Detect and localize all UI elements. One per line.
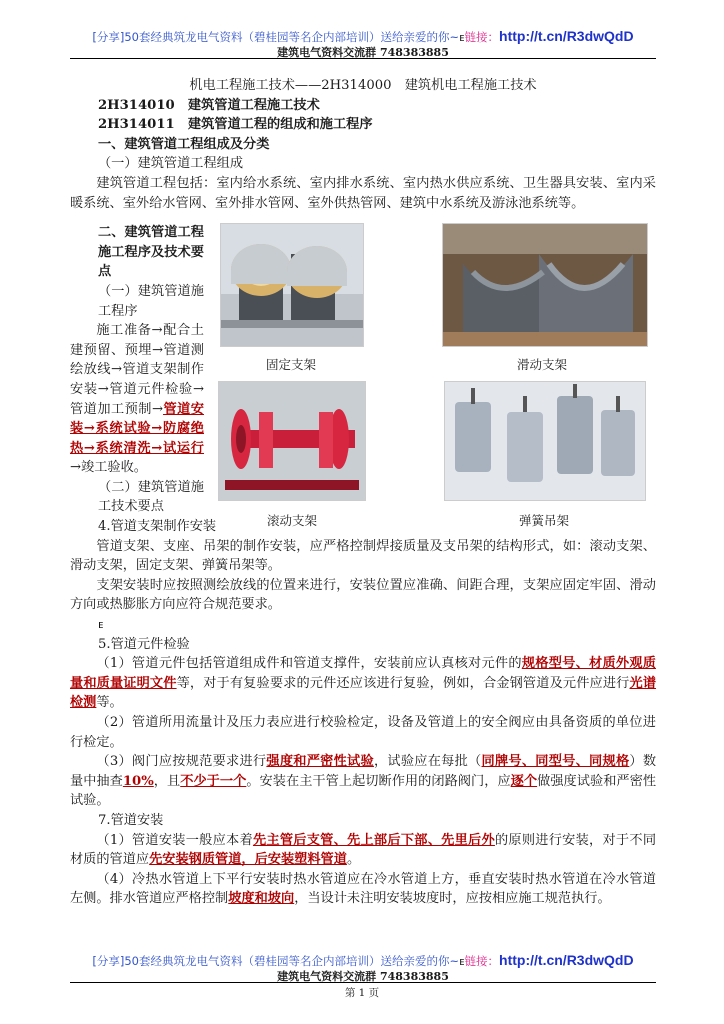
footer-group-text: 建筑电气资料交流群 748383885 — [277, 970, 449, 983]
rolling-support-image — [219, 382, 365, 500]
procedure-text-b: →竣工验收。 — [70, 460, 147, 476]
section-heading-2: 2H314011 建筑管道工程的组成和施工程序 — [98, 117, 373, 133]
item7-paragraph-1 — [70, 831, 656, 870]
item4-mark: ᴇ — [98, 618, 104, 632]
fixed-support-photo — [220, 223, 364, 347]
footer-share-text[interactable]: [分享]50套经典筑龙电气资料（碧桂园等名企内部培训）送给亲爱的你~ — [92, 954, 460, 968]
item5-p1-highlight-2: 光谱检测 — [70, 675, 657, 711]
item5-title: 5.管道元件检验 — [98, 636, 190, 652]
header-link-url[interactable]: http://t.cn/R3dwQdD — [499, 28, 634, 44]
section-heading-1: 2H314010 建筑管道工程施工技术 — [98, 97, 320, 113]
page-number: 第 1 页 — [344, 987, 380, 999]
footer-link-url[interactable]: http://t.cn/R3dwQdD — [499, 952, 634, 968]
item7-p1-text-c: 。 — [346, 852, 361, 868]
paragraph-composition: 建筑管道工程包括：室内给水系统、室内排水系统、室内热水供应系统、卫生器具安装、室内采暖系统、室外给水管网、室外排水管网、室外供热管网、建筑中水系统及游泳池系统等。 — [70, 175, 656, 211]
item5-p3-text-f: 做强度试验和严密性试验。 — [70, 773, 657, 809]
procedure-highlight: 管道安装→系统试验→防腐绝热→系统清洗→试运行 — [70, 401, 204, 456]
item5-p3-highlight-4: 不少于一个 — [180, 773, 247, 789]
caption-rolling-support: 滚动支架 — [266, 513, 317, 529]
header-link-label: 链接： — [464, 30, 500, 44]
item5-p3-text-b: ，试验应在每批（ — [373, 754, 482, 770]
item5-paragraph-2: （2）管道所用流量计及压力表应进行校验检定，设备及管道上的安全阀应由具备资质的单位进行检定。 — [70, 715, 656, 750]
item5-p3-text-c: ）数量中抽查 — [70, 754, 657, 789]
sliding-support-image — [443, 224, 647, 346]
footer-share-line — [70, 952, 656, 970]
item7-p1-highlight-1: 先主管后支管、先上部后下部、先里后外 — [252, 832, 495, 848]
header-mark: ᴇ — [459, 31, 465, 44]
item5-p3-highlight-1: 强度和严密性试验 — [266, 754, 374, 770]
caption-fixed-support: 固定支架 — [265, 357, 316, 373]
item5-p1-text-a: （1）管道元件包括管道组成件和管道支撑件，安装前应认真核对元件的 — [96, 656, 522, 672]
item5-p1-text-b: 等，对于有复验要求的元件还应该进行复验，例如，合金钢管道及元件应进行 — [176, 675, 630, 691]
footer-rule — [70, 982, 656, 983]
footer-mark: ᴇ — [459, 955, 465, 968]
item4-title: 4.管道支架制作安装 — [98, 519, 217, 535]
caption-spring-hanger: 弹簧吊架 — [518, 513, 569, 529]
subheading-tech-points: （二）建筑管道施工技术要点 — [98, 479, 204, 515]
item5-p3-highlight-3: 10% — [122, 773, 154, 789]
fixed-support-image — [221, 224, 363, 346]
page-footer-banner — [70, 952, 656, 983]
subheading-composition: （一）建筑管道工程组成 — [98, 156, 244, 172]
spring-hanger-photo — [444, 381, 646, 501]
item7-p1-text-a: （1）管道安装一般应本着 — [96, 832, 253, 848]
subheading-procedure: （一）建筑管道施工程序 — [98, 283, 204, 319]
item7-p2-text-b: ，当设计未注明安装坡度时，应按相应施工规范执行。 — [294, 891, 611, 907]
header-share-line — [70, 28, 656, 46]
header-share-text[interactable]: [分享]50套经典筑龙电气资料（碧桂园等名企内部培训）送给亲爱的你~ — [92, 30, 460, 44]
item7-title: 7.管道安装 — [98, 812, 164, 828]
item5-p3-highlight-2: 同牌号、同型号、同规格 — [481, 754, 630, 770]
heading-composition: 一、建筑管道工程组成及分类 — [98, 136, 270, 152]
item5-p3-highlight-5: 逐个 — [510, 773, 538, 789]
procedure-text-a: 施工准备→配合土建预留、预埋→管道测绘放线→管道支架制作安装→管道元件检验→管道加工预制→ — [70, 323, 204, 417]
page-header — [70, 28, 656, 59]
item5-paragraph-3 — [70, 752, 656, 811]
rolling-support-photo — [218, 381, 366, 501]
footer-link-label: 链接： — [464, 954, 500, 968]
spring-hanger-image — [445, 382, 645, 500]
header-rule — [70, 58, 656, 59]
item5-paragraph-1 — [70, 654, 656, 713]
item5-p1-highlight-1: 规格型号、材质外观质量和质量证明文件 — [70, 656, 656, 691]
heading-procedure: 二、建筑管道工程施工程序及技术要点 — [98, 225, 204, 280]
document-body — [70, 76, 656, 909]
caption-sliding-support: 滑动支架 — [516, 357, 567, 373]
item7-p1-text-b: 的原则进行安装，对于不同材质的管道应 — [70, 832, 657, 868]
item7-p2-highlight-1: 坡度和坡向 — [228, 891, 295, 907]
header-group-text: 建筑电气资料交流群 748383885 — [277, 46, 449, 59]
item5-p3-text-d: ，且 — [153, 773, 181, 789]
item4-paragraph-1: 管道支架、支座、吊架的制作安装，应严格控制焊接质量及支吊架的结构形式，如：滚动支架、滑动支架，固定支架、弹簧吊架等。 — [70, 538, 656, 574]
support-images — [210, 223, 656, 529]
item7-paragraph-2 — [70, 870, 656, 909]
doc-title-line: 机电工程施工技术——2H314000 建筑机电工程施工技术 — [189, 78, 537, 93]
item7-p2-text-a: （4）冷热水管道上下平行安装时热水管道应在冷水管道上方，垂直安装时热水管道在冷水管道左侧。排水管道应严格控制 — [70, 871, 656, 907]
sliding-support-photo — [442, 223, 648, 347]
item5-p3-text-a: （3）阀门应按规范要求进行 — [96, 754, 267, 770]
item4-paragraph-2: 支架安装时应按照测绘放线的位置来进行，安装位置应准确、间距合理，支架应固定牢固、滑动方向或热膨胀方向应符合规范要求。 — [70, 577, 656, 613]
item7-p1-highlight-2: 先安装钢质管道，后安装塑料管道 — [149, 852, 347, 868]
item5-p3-text-e: 。安装在主干管上起切断作用的闭路阀门，应 — [246, 773, 511, 789]
item5-p1-text-c: 等。 — [96, 695, 123, 711]
